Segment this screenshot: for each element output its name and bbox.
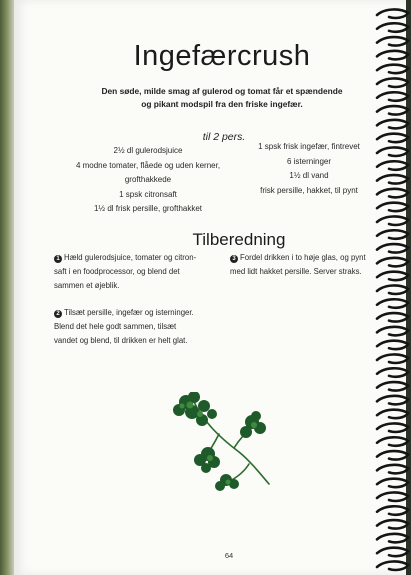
spiral-loop (377, 423, 408, 431)
spiral-loop (377, 285, 408, 293)
spiral-loop (377, 161, 408, 169)
preparation-step-3 (230, 251, 385, 279)
spiral-loop (377, 548, 408, 556)
step-line (230, 251, 385, 265)
spiral-loop (377, 396, 408, 404)
step-line: sammen et øjeblik. (54, 280, 120, 290)
spiral-loop (377, 437, 408, 445)
preparation-heading: Tilberedning (192, 230, 286, 249)
step-line: vandet og blend, til drikken er helt glat. (54, 335, 188, 345)
step-number-badge: 2 (54, 310, 62, 318)
spiral-loop (377, 9, 408, 17)
spiral-loop (377, 451, 408, 459)
spiral-loop (377, 216, 408, 224)
spiral-loop (377, 492, 408, 500)
spiral-loop (377, 134, 408, 142)
intro-line: og pikant modspil fra den friske ingefær. (141, 99, 303, 109)
spiral-loop (377, 354, 408, 362)
spiral-loop (377, 106, 408, 114)
ingredient-item: 1½ dl vand (289, 171, 329, 181)
recipe-page (14, 0, 406, 575)
ingredient-item: 6 isterninger (286, 156, 332, 166)
spiral-loop (377, 147, 408, 155)
spiral-loop (377, 37, 408, 45)
spiral-loop (377, 65, 408, 73)
spiral-loop (377, 299, 408, 307)
spiral-loop (377, 189, 408, 197)
spiral-loop (377, 368, 408, 376)
ingredients-left-column (60, 144, 236, 217)
step-text: Hæld gulerodsjuice, tomater og citron- (64, 253, 197, 262)
step-text: Fordel drikken i to høje glas, og pynt (240, 253, 366, 262)
spiral-loop (377, 479, 408, 487)
spiral-loop (377, 465, 408, 473)
spiral-loop (377, 203, 408, 211)
book-cover-edge (0, 0, 14, 575)
parsley-icon (164, 392, 284, 492)
step-line: saft i en foodprocessor, og blend det (54, 266, 180, 276)
ingredient-item: 2½ dl gulerodsjuice (113, 146, 183, 155)
step-line: Blend det hele godt sammen, tilsæt (54, 321, 177, 331)
spiral-loop (377, 506, 408, 514)
recipe-intro (72, 85, 372, 111)
step-line (54, 306, 226, 320)
preparation-step-2 (54, 306, 226, 347)
step-text: Tilsæt persille, ingefær og isterninger. (64, 308, 194, 317)
spiral-loop (377, 272, 408, 280)
spiral-loop (377, 382, 408, 390)
spiral-loop (377, 175, 408, 183)
ingredient-item: grofthakkede (124, 175, 172, 185)
step-number-badge: 3 (230, 255, 238, 263)
spiral-loop (377, 258, 408, 266)
preparation-step-1 (54, 251, 226, 292)
spiral-loop (377, 244, 408, 252)
spiral-loop (377, 120, 408, 128)
spiral-loop (377, 341, 408, 349)
ingredient-item: 1½ dl frisk persille, grofthakket (93, 204, 203, 214)
ingredient-item: frisk persille, hakket, til pynt (260, 185, 358, 195)
spiral-loop (377, 313, 408, 321)
step-number-badge: 1 (54, 255, 62, 263)
spiral-loop (377, 92, 408, 100)
spiral-loop (377, 78, 408, 86)
spiral-loop (377, 23, 408, 31)
page-number: 64 (224, 551, 234, 560)
step-line: med lidt hakket persille. Server straks. (230, 266, 362, 276)
ingredient-item: 1 spsk citronsaft (119, 189, 177, 199)
recipe-title: Ingefærcrush (133, 40, 311, 72)
spiral-loop (377, 410, 408, 418)
spiral-loop (377, 520, 408, 528)
ingredients-right-column (234, 140, 384, 198)
spiral-loop (377, 534, 408, 542)
spiral-loop (377, 51, 408, 59)
spiral-loop (377, 327, 408, 335)
spiral-binding (375, 0, 411, 575)
spiral-loop (377, 230, 408, 238)
servings-label: til 2 pers. (202, 131, 246, 143)
ingredient-item: 1 spsk frisk ingefær, fintrevet (258, 142, 360, 151)
step-line (54, 251, 226, 265)
spiral-loop (377, 561, 408, 569)
ingredient-item: 4 modne tomater, flåede og uden kerner, (75, 160, 221, 170)
intro-line: Den søde, milde smag af gulerod og tomat får et spændende (101, 86, 343, 96)
